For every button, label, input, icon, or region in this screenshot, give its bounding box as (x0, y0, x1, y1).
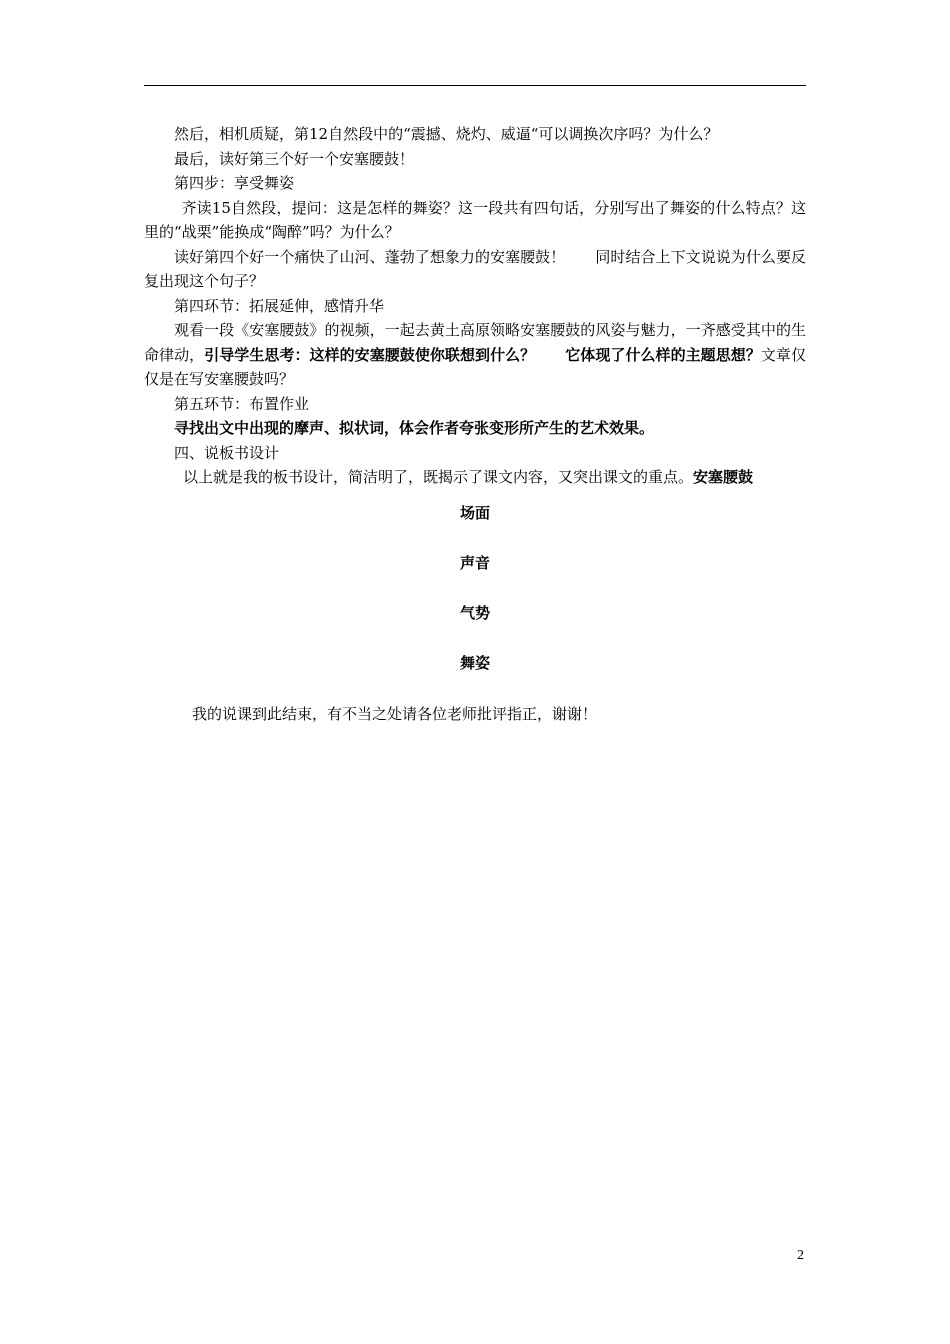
closing-remark: 我的说课到此结束，有不当之处请各位老师批评指正，谢谢！ (192, 704, 598, 723)
board-design (144, 500, 806, 700)
article-question: 文章仅仅是在写安塞腰鼓吗？ (144, 345, 806, 388)
paragraph-read-15: 齐读15自然段，提问：这是怎样的舞姿？这一段共有四句话，分别写出了舞姿的什么特点？这里的“战栗”能换成“陶醉”吗？为什么？ (144, 198, 806, 241)
board-title: 安塞腰鼓 (693, 468, 754, 486)
paragraph-question-order: 然后，相机质疑，第12自然段中的“震撼、烧灼、威逼“可以调换次序吗？为什么？ (174, 125, 719, 143)
board-intro-text: 以上就是我的板书设计，简洁明了，既揭示了课文内容，又突出课文的重点。 (183, 468, 694, 486)
theme-question: 它体现了什么样的主题思想？ (565, 345, 761, 364)
page-number: 2 (797, 1248, 804, 1263)
board-item-momentum: 气势 (459, 603, 490, 622)
header-rule (144, 85, 806, 86)
heading-board-design: 四、说板书设计 (174, 443, 280, 462)
document-body (144, 122, 806, 726)
board-item-dance: 舞姿 (459, 653, 490, 672)
paragraph-read-fourth (144, 245, 806, 294)
board-item-sound: 声音 (459, 553, 490, 572)
read-fourth-text: 读好第四个好一个痛快了山河、蓬勃了想象力的安塞腰鼓！ (174, 247, 566, 266)
repeat-sentence-question: 同时结合上下文说说为什么要反复出现这个句子？ (144, 247, 806, 290)
heading-section-five: 第五环节：布置作业 (174, 394, 310, 413)
paragraph-homework: 寻找出文中出现的摩声、拟状词，体会作者夸张变形所产生的艺术效果。 (174, 419, 655, 437)
guide-question: 引导学生思考：这样的安塞腰鼓使你联想到什么？ (204, 345, 536, 364)
heading-section-four: 第四环节：拓展延伸，感情升华 (174, 296, 385, 315)
heading-step-four: 第四步：享受舞姿 (174, 174, 295, 192)
board-item-scene: 场面 (459, 503, 490, 522)
paragraph-read-third: 最后，读好第三个好一个安塞腰鼓！ (174, 149, 415, 168)
video-text: 观看一段《安塞腰鼓》的视频，一起去黄土高原领略安塞腰鼓的风姿与魅力，一齐感受其中的生命律动， (144, 321, 806, 364)
paragraph-board-intro (144, 465, 806, 490)
paragraph-video (144, 318, 806, 392)
